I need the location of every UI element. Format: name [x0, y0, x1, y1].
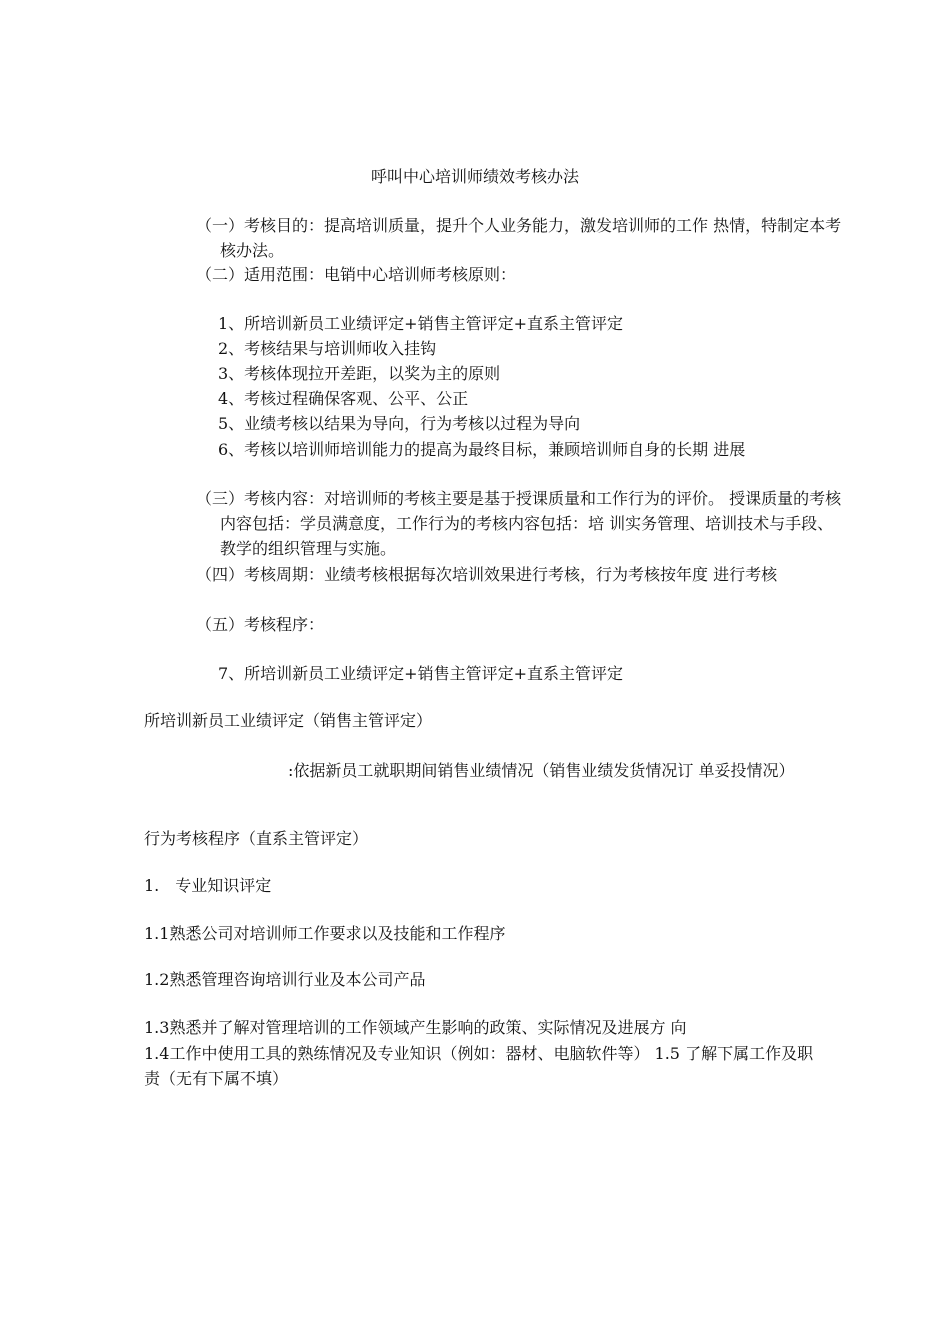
principle-item: 3、考核体现拉开差距，以奖为主的原则	[218, 364, 501, 383]
knowledge-item: 1.4工作中使用工具的熟练情况及专业知识（例如：器材、电脑软件等） 1.5 了解下属工作及职责（无有下属不填）	[144, 1044, 814, 1088]
document-title: 呼叫中心培训师绩效考核办法	[370, 167, 579, 186]
knowledge-item: 1.1熟悉公司对培训师工作要求以及技能和工作程序	[144, 924, 506, 943]
behavior-heading: 行为考核程序（直系主管评定）	[144, 829, 369, 848]
principle-item: 5、业绩考核以结果为导向，行为考核以过程为导向	[218, 414, 581, 433]
section-content: （三）考核内容：对培训师的考核主要是基于授课质量和工作行为的评价。 授课质量的考核内容包括：学员满意度，工作行为的考核内容包括：培 训实务管理、培训技术与手段、教学的组织管理与实施。	[196, 489, 842, 558]
knowledge-item: 1.3熟悉并了解对管理培训的工作领域产生影响的政策、实际情况及进展方 向	[144, 1018, 687, 1037]
principle-item: 1、所培训新员工业绩评定+销售主管评定+直系主管评定	[218, 314, 623, 333]
principle-item: 2、考核结果与培训师收入挂钩	[218, 339, 437, 358]
performance-description: :依据新员工就职期间销售业绩情况（销售业绩发货情况订 单妥投情况）	[288, 761, 795, 780]
procedure-item: 7、所培训新员工业绩评定+销售主管评定+直系主管评定	[218, 664, 623, 683]
knowledge-heading: 1. 专业知识评定	[144, 876, 272, 895]
section-cycle: （四）考核周期：业绩考核根据每次培训效果进行考核，行为考核按年度 进行考核	[196, 565, 778, 584]
principle-item: 4、考核过程确保客观、公平、公正	[218, 389, 469, 408]
section-scope: （二）适用范围：电销中心培训师考核原则：	[196, 265, 517, 284]
section-purpose: （一）考核目的：提高培训质量，提升个人业务能力，激发培训师的工作 热情，特制定本考核办法。	[196, 216, 842, 260]
principle-item: 6、考核以培训师培训能力的提高为最终目标，兼顾培训师自身的长期 进展	[218, 440, 746, 459]
performance-heading: 所培训新员工业绩评定（销售主管评定）	[144, 711, 433, 730]
section-procedure: （五）考核程序：	[196, 615, 325, 634]
knowledge-item: 1.2熟悉管理咨询培训行业及本公司产品	[144, 970, 426, 989]
